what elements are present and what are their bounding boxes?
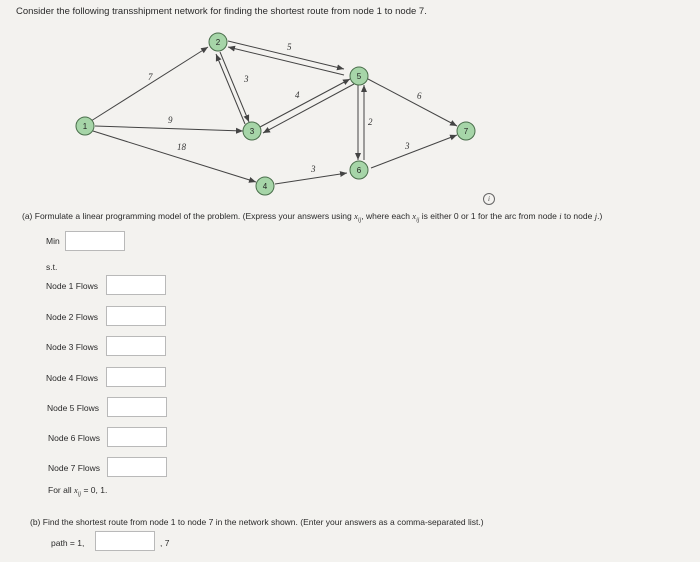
- edge-1-3: [95, 126, 243, 131]
- node-2-label: 2: [215, 38, 221, 47]
- edge-label-2-5: 5: [287, 42, 292, 52]
- edge-4-6: [275, 173, 347, 184]
- for-all-constraint: For all $x_{ij} = 0$, 1.: [48, 485, 108, 498]
- node-4-flows-input[interactable]: [106, 367, 166, 387]
- part-a-middle: , where each: [361, 211, 413, 221]
- node-6-label: 6: [356, 166, 362, 175]
- edge-6-7: [371, 135, 457, 168]
- edge-5-2: [228, 47, 344, 75]
- var-x-2: $x_{ij}$: [412, 211, 420, 224]
- node-5-flows-label: Node 5 Flows: [47, 403, 99, 413]
- transshipment-network-diagram: [0, 0, 700, 200]
- part-a-prefix: (a) Formulate a linear programming model of the problem. (Express your answers using: [22, 211, 355, 221]
- part-a-suffix: is either 0 or 1 for the arc from node: [419, 211, 560, 221]
- part-a-to: to node: [561, 211, 595, 221]
- edge-1-2: [91, 47, 208, 121]
- edge-label-5-6: 2: [368, 117, 373, 127]
- min-label: Min: [46, 236, 60, 246]
- problem-intro: Consider the following transshipment network for finding the shortest route from node 1 to node 7.: [16, 6, 427, 17]
- node-4-flows-label: Node 4 Flows: [46, 373, 98, 383]
- edge-label-6-7: 3: [405, 141, 410, 151]
- var-i: i: [559, 211, 562, 221]
- edge-1-4: [93, 131, 256, 182]
- edge-label-1-4: 18: [177, 142, 186, 152]
- part-b-question: (b) Find the shortest route from node 1 to node 7 in the network shown. (Enter your answers as a comma-separated list.): [30, 517, 484, 527]
- var-x: $x_{ij}$: [354, 211, 362, 224]
- node-3-flows-label: Node 3 Flows: [46, 342, 98, 352]
- node-3-flows-input[interactable]: [106, 336, 166, 356]
- node-5-label: 5: [356, 72, 362, 81]
- part-a-question: [22, 211, 602, 224]
- edge-label-1-3: 9: [168, 115, 173, 125]
- node-7-flows-input[interactable]: [107, 457, 167, 477]
- info-icon[interactable]: i: [483, 193, 495, 205]
- var-j: j: [594, 211, 598, 221]
- node-6-flows-label: Node 6 Flows: [48, 433, 100, 443]
- node-3-label: 3: [249, 127, 255, 136]
- node-2-flows-input[interactable]: [106, 306, 166, 326]
- objective-input[interactable]: [65, 231, 125, 251]
- node-1-flows-label: Node 1 Flows: [46, 281, 98, 291]
- st-label: s.t.: [46, 262, 58, 272]
- edge-3-5: [260, 79, 350, 127]
- edge-label-3-5: 4: [295, 90, 300, 100]
- node-1-flows-input[interactable]: [106, 275, 166, 295]
- edge-2-3: [220, 52, 249, 122]
- edge-label-2-3: 3: [244, 74, 249, 84]
- node-1-label: 1: [82, 122, 88, 131]
- node-2-flows-label: Node 2 Flows: [46, 312, 98, 322]
- edge-5-7: [368, 79, 457, 126]
- path-input[interactable]: [95, 531, 155, 551]
- edge-label-1-2: 7: [148, 72, 153, 82]
- path-label: path = 1,: [51, 538, 85, 548]
- path-end: , 7: [160, 538, 170, 548]
- node-4-label: 4: [262, 182, 268, 191]
- edge-2-5: [228, 41, 344, 69]
- edge-label-4-6: 3: [311, 164, 316, 174]
- edge-5-3: [263, 84, 354, 133]
- node-7-flows-label: Node 7 Flows: [48, 463, 100, 473]
- edge-3-2: [216, 54, 245, 124]
- node-7-label: 7: [463, 127, 469, 136]
- node-6-flows-input[interactable]: [107, 427, 167, 447]
- node-5-flows-input[interactable]: [107, 397, 167, 417]
- part-a-end: .): [597, 211, 603, 221]
- edge-label-5-7: 6: [417, 91, 422, 101]
